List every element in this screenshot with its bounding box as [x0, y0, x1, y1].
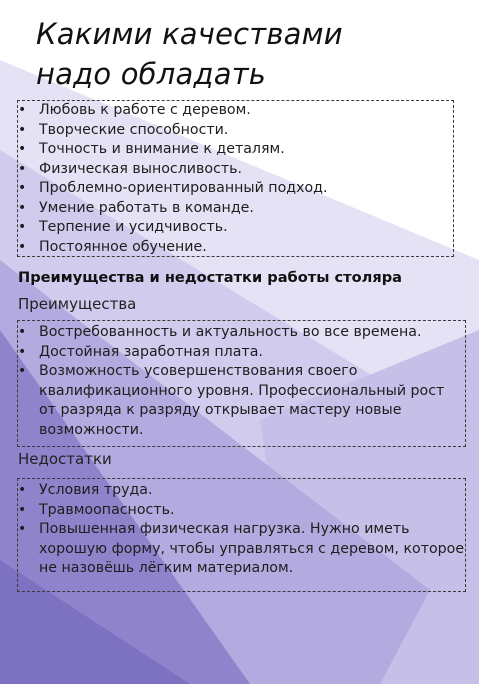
list-item: • Творческие способности. [18, 121, 453, 141]
list-item: • Умение работать в команде. [18, 199, 453, 219]
advantages-heading: Преимущества [18, 295, 137, 313]
list-item: • Терпение и усидчивость. [18, 218, 453, 238]
list-item: • Любовь к работе с деревом. [18, 101, 453, 121]
advantages-box [17, 320, 466, 447]
section-heading: Преимущества и недостатки работы столяра [18, 269, 402, 286]
list-item: • Травмоопасность. [18, 501, 465, 521]
list-item: • Проблемно-ориентированный подход. [18, 179, 453, 199]
list-item: • Условия труда. [18, 481, 465, 501]
list-item: • Точность и внимание к деталям. [18, 140, 453, 160]
qualities-box [17, 100, 454, 257]
list-item: • Физическая выносливость. [18, 160, 453, 180]
list-item: • Достойная заработная плата. [18, 343, 465, 363]
qualities-list [18, 101, 453, 257]
title-line-1: Какими качествами [36, 17, 343, 51]
list-item: • Постоянное обучение. [18, 238, 453, 258]
list-item: • Востребованность и актуальность во все времена. [18, 323, 465, 343]
title-line-2: надо обладать [36, 57, 267, 91]
disadvantages-box [17, 478, 466, 592]
list-item: • Возможность усовершенствования своего квалификационного уровня. Профессиональный рост от разряда к разряду открывает мастеру новые возможности. [18, 362, 465, 440]
page-title [36, 14, 456, 94]
list-item: • Повышенная физическая нагрузка. Нужно иметь хорошую форму, чтобы управляться с деревом, которое не назовёшь лёгким материалом. [18, 520, 465, 579]
disadvantages-list [18, 481, 465, 579]
disadvantages-heading: Недостатки [18, 450, 112, 468]
advantages-list [18, 323, 465, 440]
